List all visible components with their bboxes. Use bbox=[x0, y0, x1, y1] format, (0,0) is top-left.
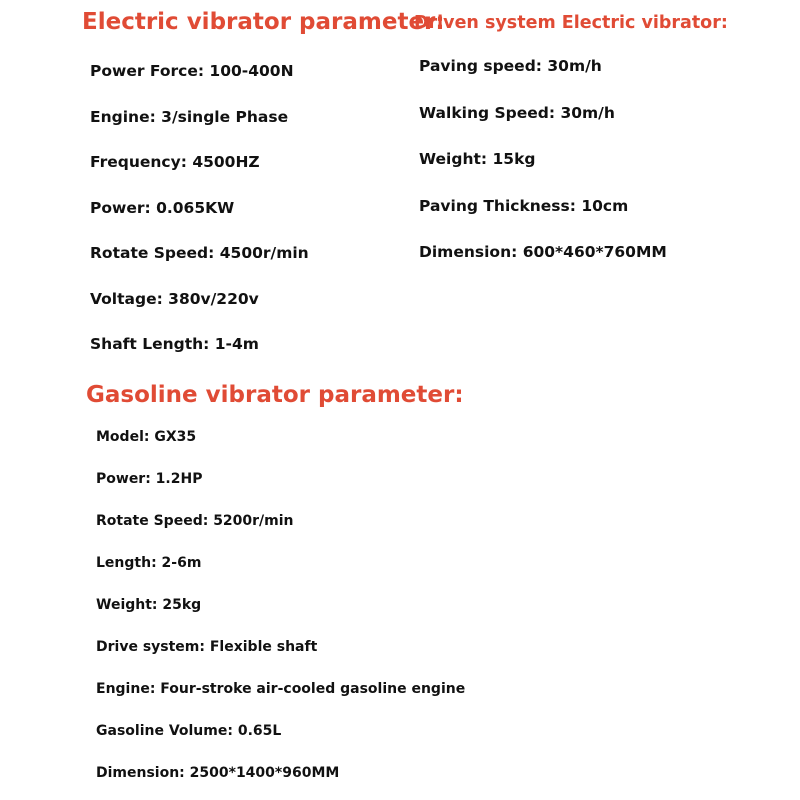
gasoline-param-model: Model: GX35 bbox=[96, 429, 197, 445]
electric-param-shaft-length: Shaft Length: 1-4m bbox=[90, 335, 259, 353]
electric-param-engine: Engine: 3/single Phase bbox=[90, 107, 289, 126]
electric-param-rotate-speed: Rotate Speed: 4500r/min bbox=[90, 244, 309, 262]
driven-system-heading: Driven system Electric vibrator: bbox=[414, 13, 728, 33]
gasoline-param-weight: Weight: 25kg bbox=[96, 597, 202, 613]
driven-param-paving-speed: Paving speed: 30m/h bbox=[419, 57, 602, 75]
driven-param-dimension: Dimension: 600*460*760MM bbox=[419, 243, 667, 261]
gasoline-param-length: Length: 2-6m bbox=[96, 555, 202, 571]
electric-param-power-force: Power Force: 100-400N bbox=[90, 62, 294, 80]
driven-param-walking-speed: Walking Speed: 30m/h bbox=[419, 103, 615, 122]
electric-param-frequency: Frequency: 4500HZ bbox=[90, 153, 260, 171]
electric-param-voltage: Voltage: 380v/220v bbox=[90, 289, 259, 308]
gasoline-param-drive-system: Drive system: Flexible shaft bbox=[96, 639, 318, 655]
gasoline-vibrator-heading: Gasoline vibrator parameter: bbox=[86, 382, 464, 408]
gasoline-param-dimension: Dimension: 2500*1400*960MM bbox=[96, 765, 340, 781]
gasoline-param-power: Power: 1.2HP bbox=[96, 471, 203, 487]
driven-param-weight: Weight: 15kg bbox=[419, 150, 536, 168]
electric-param-power: Power: 0.065KW bbox=[90, 198, 235, 217]
driven-param-paving-thickness: Paving Thickness: 10cm bbox=[419, 196, 629, 215]
electric-vibrator-heading: Electric vibrator parameter: bbox=[82, 9, 445, 35]
gasoline-param-rotate-speed: Rotate Speed: 5200r/min bbox=[96, 513, 294, 529]
gasoline-param-engine: Engine: Four-stroke air-cooled gasoline engine bbox=[96, 681, 466, 697]
gasoline-param-volume: Gasoline Volume: 0.65L bbox=[96, 723, 282, 739]
